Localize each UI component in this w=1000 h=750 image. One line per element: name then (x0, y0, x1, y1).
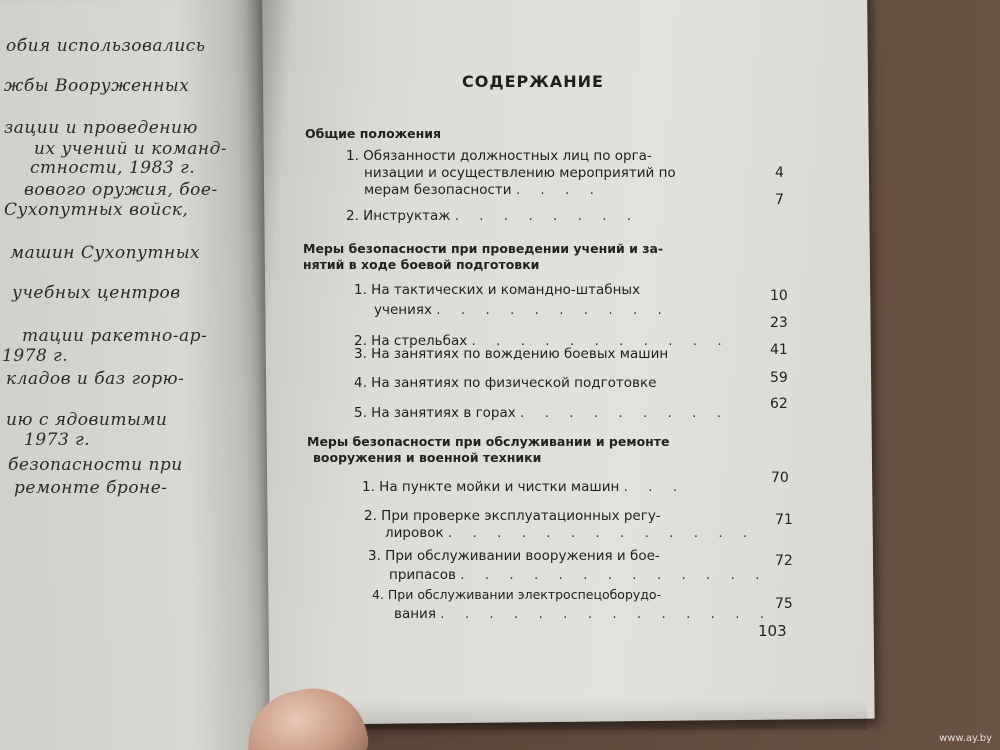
left-line: жбы Вооруженных (4, 76, 190, 96)
toc-page-number: 75 (775, 596, 793, 612)
toc-item: 1. На тактических и командно-штабных (354, 282, 641, 298)
toc-section-maintenance-2: вооружения и военной техники (313, 450, 542, 465)
left-line: зации и проведению (4, 118, 198, 138)
toc-page-number: 71 (775, 512, 793, 528)
toc-item: 1. На пункте мойки и чистки машин . . . (362, 479, 686, 495)
toc-page-number: 72 (775, 553, 793, 569)
toc-page-number: 59 (770, 370, 788, 386)
left-line: вового оружия, бое- (24, 180, 218, 200)
left-line: безопасности при (8, 455, 183, 475)
left-line: обия использовались (6, 36, 206, 56)
toc-item: 2. При проверке эксплуатационных регу- (364, 508, 661, 524)
toc-item: вания . . . . . . . . . . . . . . (394, 606, 773, 622)
left-line: кладов и баз горю- (6, 369, 185, 389)
toc-page-number: 70 (771, 470, 789, 486)
toc-item: низации и осуществлению мероприятий по (364, 165, 676, 181)
toc-page-number: 10 (770, 288, 788, 304)
left-line: стности, 1983 г. (30, 158, 196, 178)
page-number-folio: 103 (758, 622, 787, 640)
toc-item: 1. Обязанности должностных лиц по орга- (346, 148, 652, 164)
toc-item: лировок . . . . . . . . . . . . . (385, 525, 756, 541)
toc-section-general: Общие положения (305, 126, 442, 141)
left-line: Сухопутных войск, (4, 200, 189, 220)
left-line: тации ракетно-ар- (22, 326, 208, 346)
toc-item: 3. На занятиях по вождению боевых машин (354, 346, 669, 362)
left-line: их учений и команд- (34, 139, 228, 159)
toc-item: 4. На занятиях по физической подготовке (354, 375, 657, 391)
left-line: ию с ядовитыми (6, 410, 168, 430)
toc-item: мерам безопасности . . . . (364, 182, 602, 198)
left-line: 1973 г. (24, 430, 91, 450)
toc-item: 2. На стрельбах . . . . . . . . . . . (354, 333, 730, 349)
watermark: www.ay.by (939, 733, 992, 744)
toc-page-number: 4 (775, 165, 784, 181)
left-line: учебных центров (12, 283, 181, 303)
left-line: 1978 г. (2, 346, 69, 366)
left-line: машин Сухопутных (10, 243, 201, 263)
toc-item: припасов . . . . . . . . . . . . . (389, 567, 768, 583)
toc-page-number: 7 (775, 192, 784, 208)
toc-section-training: Меры безопасности при проведении учений и за- (303, 241, 664, 256)
toc-item: 4. При обслуживании электроспецоборудо- (372, 587, 662, 602)
toc-item: 3. При обслуживании вооружения и бое- (368, 548, 660, 564)
toc-item: учениях . . . . . . . . . . (374, 302, 670, 318)
toc-title: СОДЕРЖАНИЕ (462, 72, 604, 91)
toc-page-number: 23 (770, 315, 788, 331)
toc-page-number: 62 (770, 396, 788, 412)
toc-section-maintenance: Меры безопасности при обслуживании и ремонте (307, 434, 670, 449)
toc-page-number: 41 (770, 342, 788, 358)
toc-item: 5. На занятиях в горах . . . . . . . . . (354, 405, 730, 421)
toc-item: 2. Инструктаж . . . . . . . . (346, 208, 640, 224)
left-line: ремонте броне- (14, 478, 168, 498)
toc-section-training-2: нятий в ходе боевой подготовки (303, 257, 540, 272)
